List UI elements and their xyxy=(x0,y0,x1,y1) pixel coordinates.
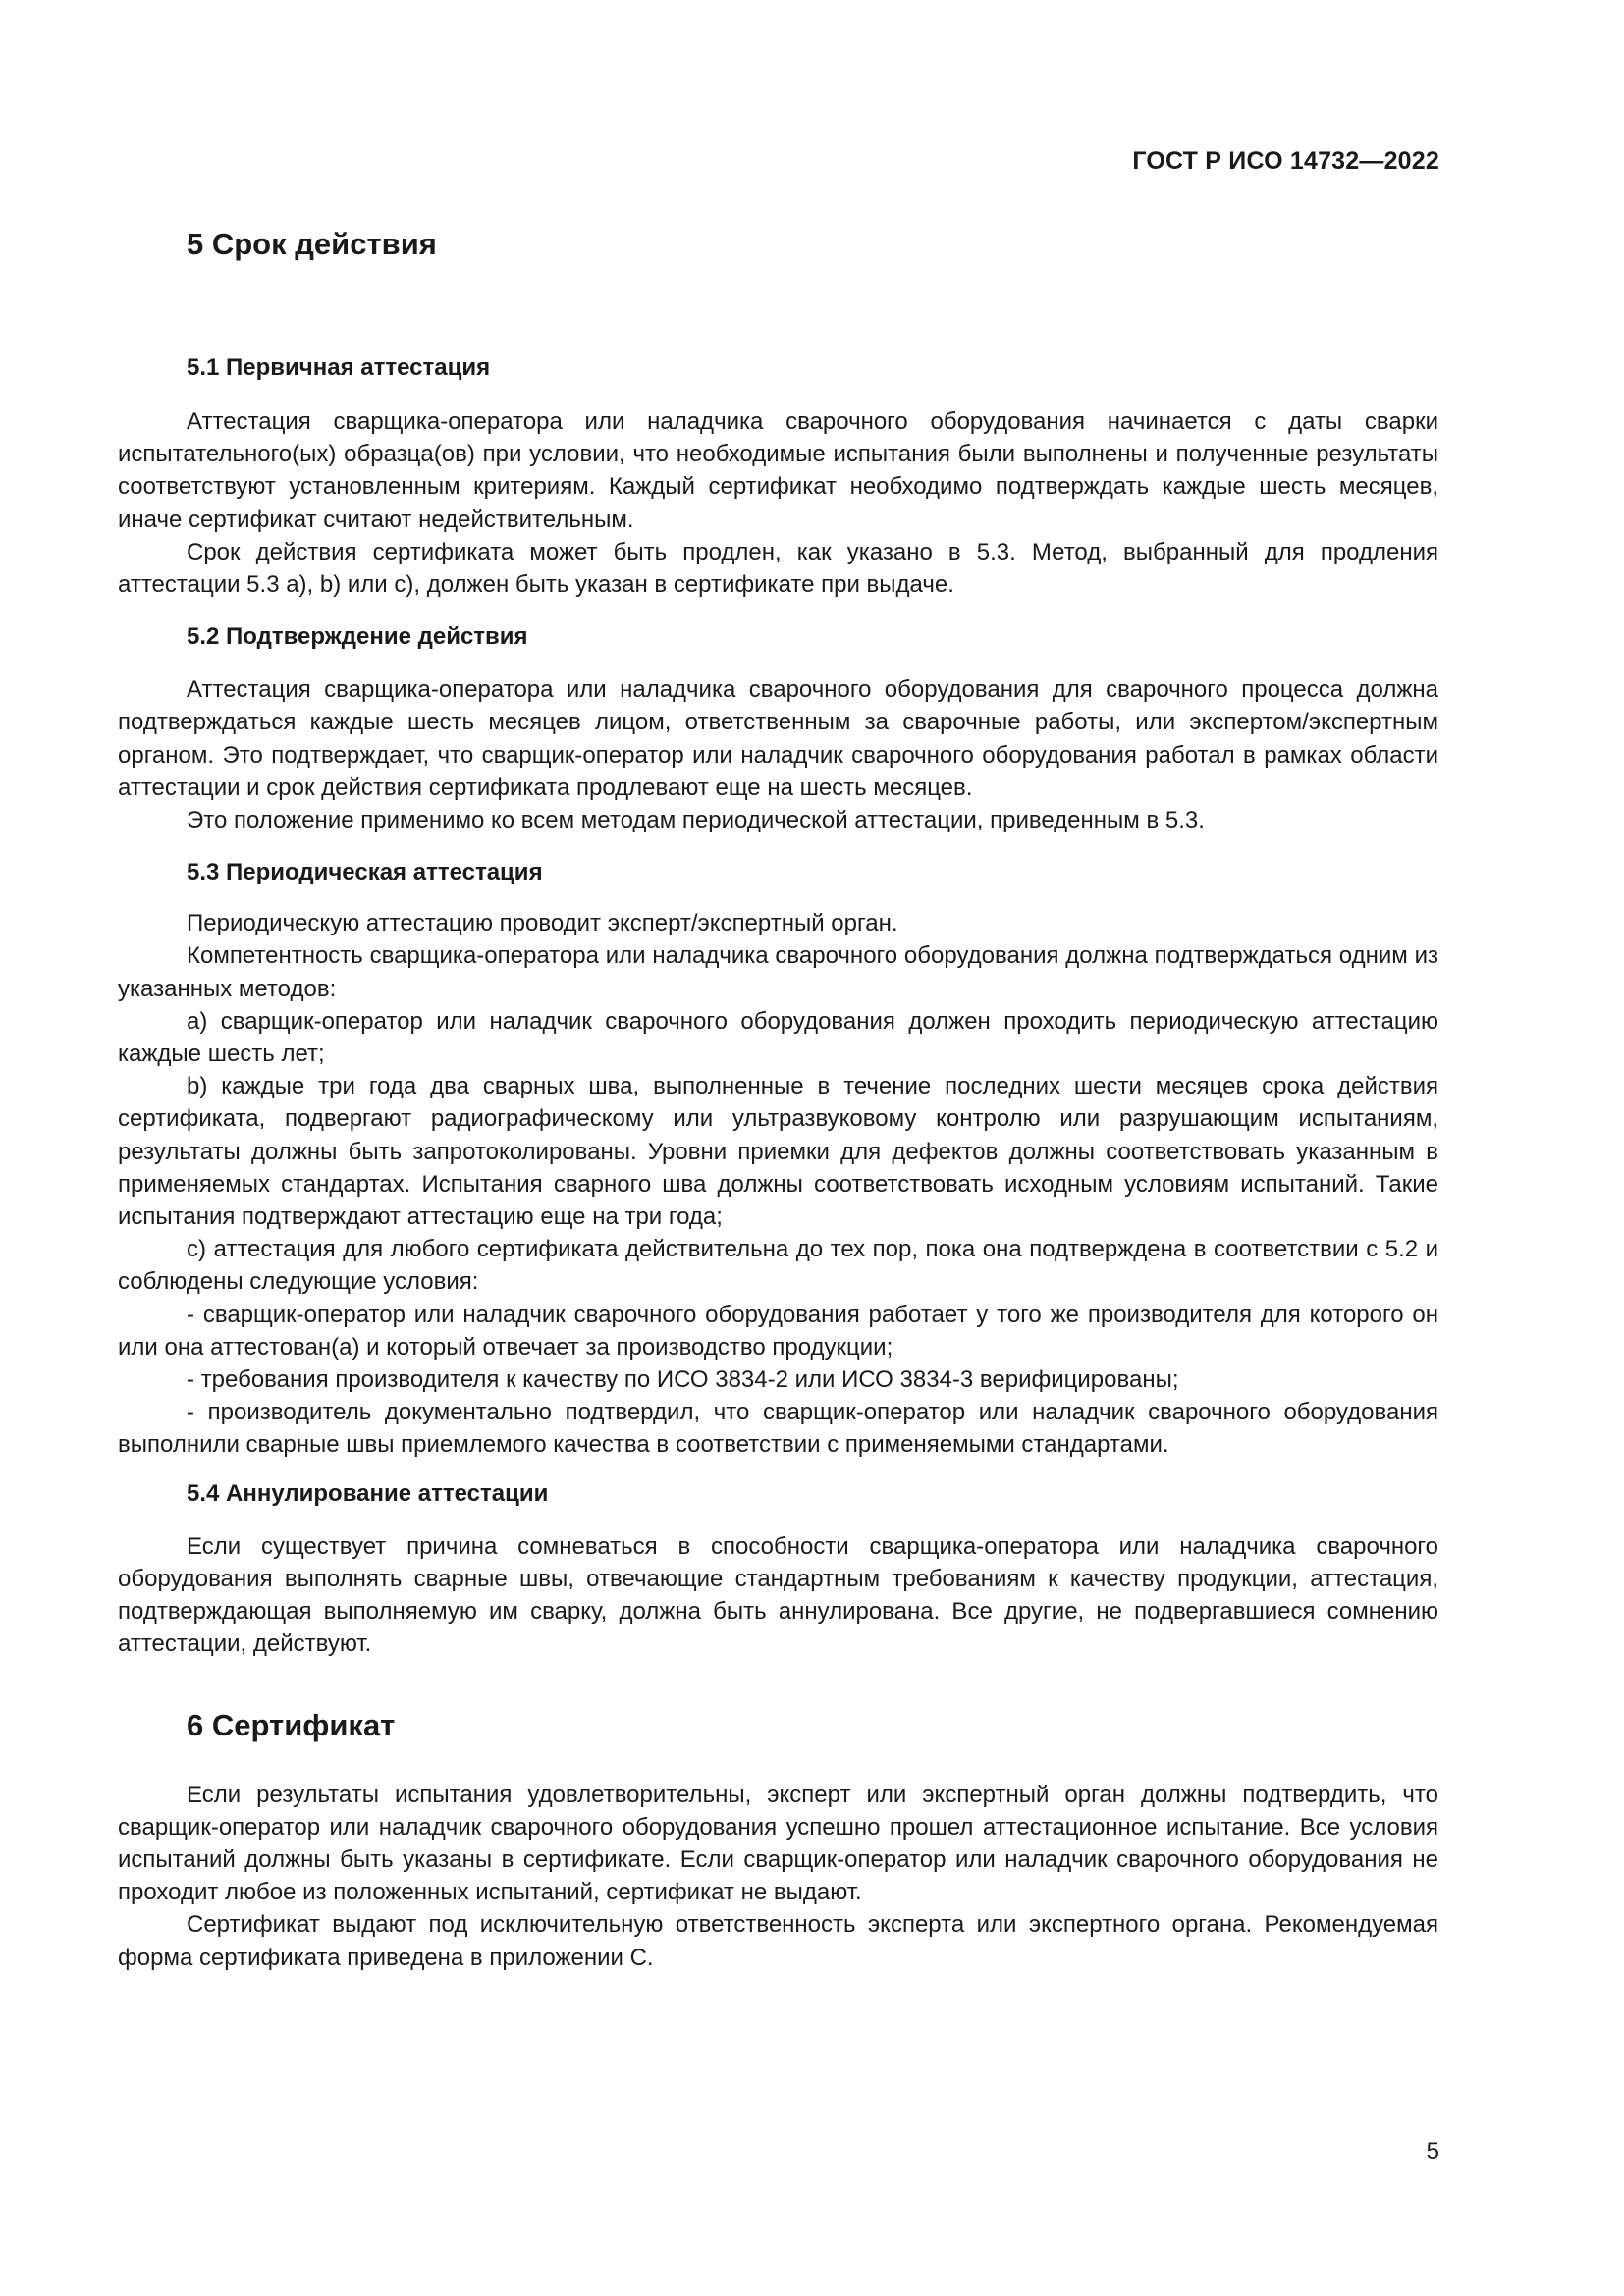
paragraph: Если результаты испытания удовлетворительны, эксперт или экспертный орган должны подтвердить, что сварщик-оператор или наладчик сварочного оборудования успешно прошел аттестационное испытание. Все условия испытаний должны быть указаны в сертификате. Если сварщик-оператор или наладчик сварочного оборудования не проходит любое из положенных испытаний, сертификат не выдают. xyxy=(118,1781,1438,1906)
dash-list-item: - производитель документально подтвердил, что сварщик-оператор или наладчик сварочного оборудования выполнили сварные швы приемлемого качества в соответствии с применяемыми стандартами. xyxy=(118,1399,1438,1459)
paragraph: Это положение применимо ко всем методам периодической аттестации, приведенным в 5.3. xyxy=(187,807,1205,834)
document-code: ГОСТ Р ИСО 14732—2022 xyxy=(1132,147,1439,175)
paragraph: Сертификат выдают под исключительную ответственность эксперта или экспертного органа. Рекомендуемая форма сертификата приведена в приложении С. xyxy=(118,1911,1438,1971)
paragraph: Если существует причина сомневаться в способности сварщика-оператора или наладчика сварочного оборудования выполнять сварные швы, отвечающие стандартным требованиям к качеству продукции, аттестация, подтверждающая выполняемую им сварку, должна быть аннулирована. Все другие, не подвергавшиеся сомнению аттестации, действуют. xyxy=(118,1532,1438,1658)
subsection-5-4-title: 5.4 Аннулирование аттестации xyxy=(187,1479,549,1507)
paragraph: Аттестация сварщика-оператора или наладчика сварочного оборудования начинается с даты сварки испытательного(ых) образца(ов) при условии, что необходимые испытания были выполнены и полученные результаты соответствуют установленным критериям. Каждый сертификат необходимо подтверждать каждые шесть месяцев, иначе сертификат считают недействительным. xyxy=(118,408,1438,533)
paragraph: Аттестация сварщика-оператора или наладчика сварочного оборудования для сварочного процесса должна подтверждаться каждые шесть месяцев лицом, ответственным за сварочные работы, или экспертом/экспертным органом. Это подтверждает, что сварщик-оператор или наладчик сварочного оборудования работал в рамках области аттестации и срок действия сертификата продлевают еще на шесть месяцев. xyxy=(118,676,1438,801)
page-number: 5 xyxy=(1426,2138,1439,2164)
dash-list-item: - требования производителя к качеству по ИСО 3834-2 или ИСО 3834-3 верифицированы; xyxy=(187,1366,1179,1394)
list-item-a: а) сварщик-оператор или наладчик сварочного оборудования должен проходить периодическую аттестацию каждые шесть лет; xyxy=(118,1007,1438,1068)
section-5-title: 5 Срок действия xyxy=(187,227,437,261)
list-item-b: b) каждые три года два сварных шва, выполненные в течение последних шести месяцев срока действия сертификата, подвергают радиографическому или ультразвуковому контролю или разрушающим испытаниям, результаты должны быть запротоколированы. Уровни приемки для дефектов должны соответствовать указанным в применяемых стандартах. Испытания сварного шва должны соответствовать исходным условиям испытаний. Такие испытания подтверждают аттестацию еще на три года; xyxy=(118,1073,1438,1231)
document-body xyxy=(118,224,1438,1974)
paragraph: Периодическую аттестацию проводит эксперт/экспертный орган. xyxy=(187,910,898,937)
subsection-5-1-title: 5.1 Первичная аттестация xyxy=(187,354,491,381)
dash-list-item: - сварщик-оператор или наладчик сварочного оборудования работает у того же производителя для которого он или она аттестован(а) и который отвечает за производство продукции; xyxy=(118,1301,1438,1361)
subsection-5-2-title: 5.2 Подтверждение действия xyxy=(187,623,528,651)
list-item-c: с) аттестация для любого сертификата действительна до тех пор, пока она подтверждена в соответствии с 5.2 и соблюдены следующие условия: xyxy=(118,1236,1438,1296)
section-6-title: 6 Сертификат xyxy=(187,1707,396,1742)
subsection-5-3-title: 5.3 Периодическая аттестация xyxy=(187,859,543,886)
paragraph: Срок действия сертификата может быть продлен, как указано в 5.3. Метод, выбранный для продления аттестации 5.3 а), b) или с), должен быть указан в сертификате при выдаче. xyxy=(118,538,1438,599)
paragraph: Компетентность сварщика-оператора или наладчика сварочного оборудования должна подтверждаться одним из указанных методов: xyxy=(118,942,1438,1002)
